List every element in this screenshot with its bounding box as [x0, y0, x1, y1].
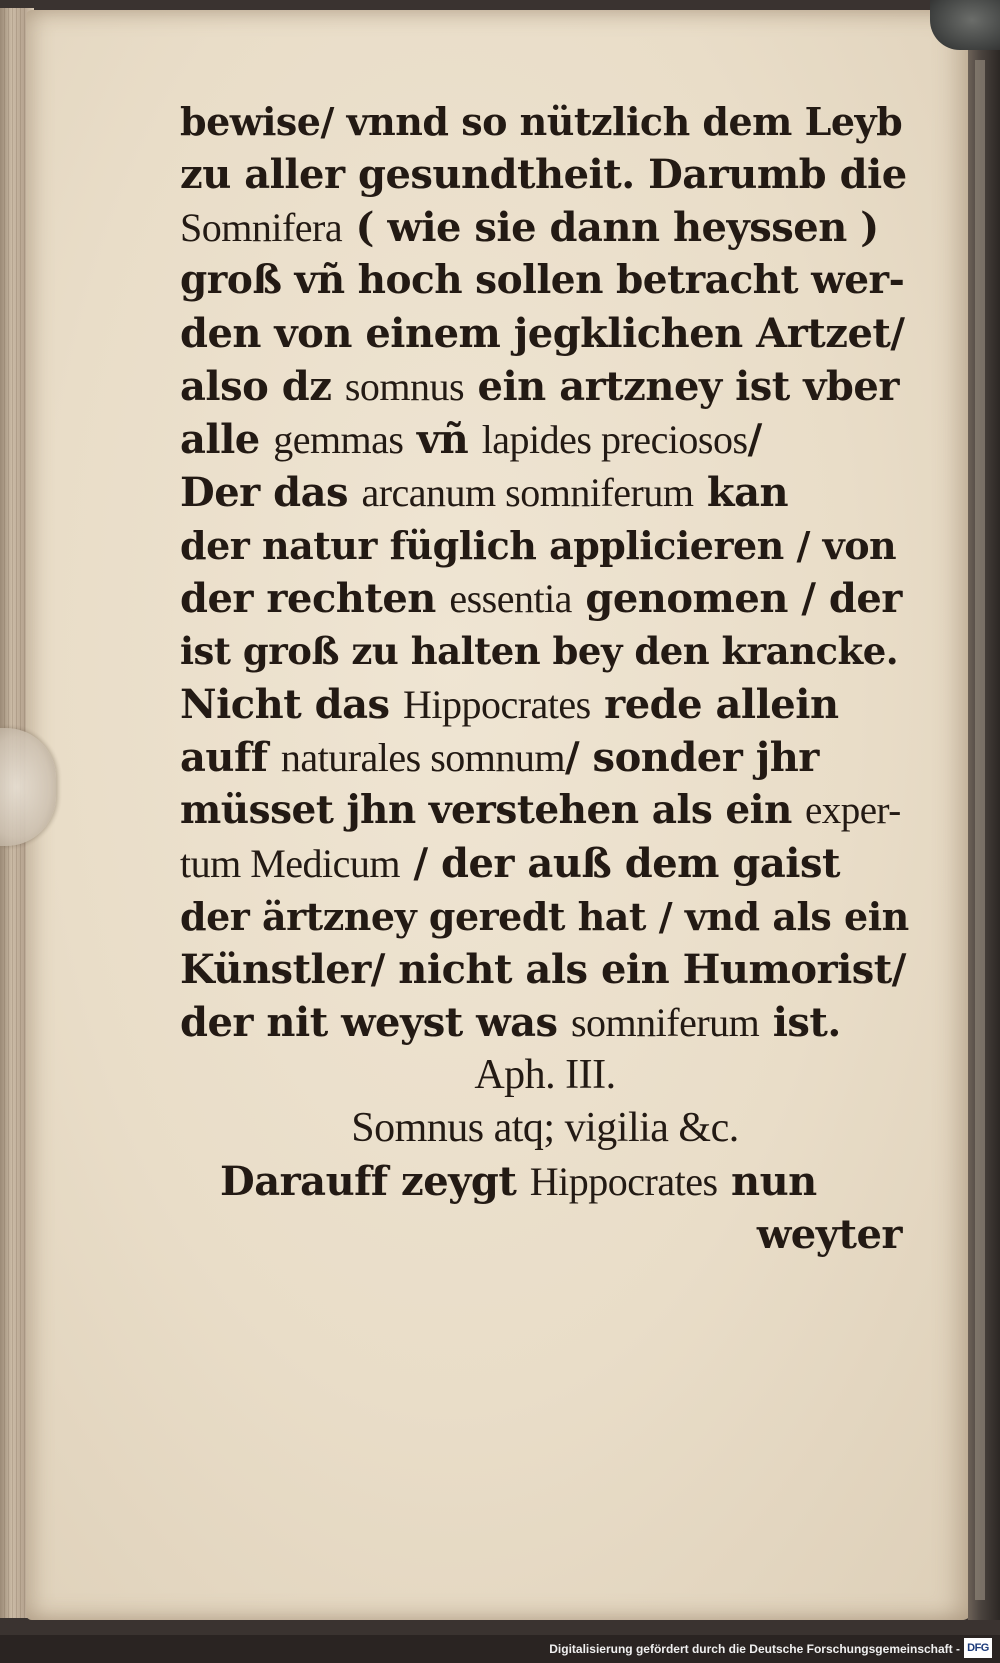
text-line	[180, 201, 910, 254]
latin-text: gemmas	[273, 417, 404, 462]
blackletter-text: kan	[693, 469, 789, 516]
text-line	[180, 466, 910, 519]
blackletter-text: /	[747, 416, 762, 463]
text-line	[180, 1102, 910, 1155]
text-line	[180, 1208, 910, 1261]
text-line	[180, 148, 910, 201]
blackletter-text: Künstler/ nicht als ein Humorist/	[180, 946, 906, 993]
latin-text: essentia	[449, 576, 572, 621]
blackletter-text: Der das	[180, 469, 362, 516]
blackletter-text: der nit weyst was	[180, 999, 571, 1046]
blackletter-text: ist.	[759, 999, 841, 1046]
blackletter-text: groß vñ hoch sollen betracht wer-	[180, 257, 905, 303]
latin-text: somnus	[344, 364, 465, 409]
blackletter-text: also dz	[180, 363, 345, 410]
blackletter-text: genomen / der	[571, 575, 902, 622]
dfg-logo-icon: DFG	[964, 1638, 992, 1658]
blackletter-text: zu aller gesundtheit. Darumb die	[180, 151, 907, 198]
latin-text: somniferum	[570, 1000, 760, 1045]
latin-text: lapides preciosos	[481, 417, 748, 462]
latin-text: Hippocrates	[529, 1159, 718, 1204]
text-line	[180, 1049, 910, 1102]
text-line	[180, 254, 910, 307]
binding-clip	[930, 0, 1000, 50]
text-line	[180, 943, 910, 996]
blackletter-text: Darauff zeygt	[220, 1158, 530, 1205]
text-line	[180, 572, 910, 625]
text-line	[180, 784, 910, 837]
text-line	[180, 678, 910, 731]
latin-text: Aph. III.	[474, 1052, 616, 1098]
blackletter-text: den von einem jegklichen Artzet/	[180, 310, 905, 357]
blackletter-text: ein artzney ist vber	[464, 363, 899, 410]
text-line	[180, 307, 910, 360]
blackletter-text: vñ	[403, 416, 482, 463]
blackletter-text: müsset jhn verstehen als ein	[180, 787, 805, 833]
text-line	[180, 996, 910, 1049]
text-line	[180, 837, 910, 890]
text-line	[180, 1155, 910, 1208]
blackletter-text: alle	[180, 416, 274, 463]
latin-text: tum Medicum	[180, 841, 401, 886]
latin-text: exper-	[804, 789, 901, 832]
blackletter-text: / sonder jhr	[565, 734, 819, 781]
text-line	[180, 360, 910, 413]
blackletter-text: der natur füglich applicieren / von	[180, 523, 897, 568]
text-line	[180, 731, 910, 784]
blackletter-text: auff	[180, 734, 281, 781]
fore-edge-strip	[975, 60, 985, 1600]
blackletter-text: rede allein	[590, 681, 839, 728]
text-line	[180, 519, 910, 572]
footer-credit: Digitalisierung gefördert durch die Deutsche Forschungsgemeinschaft -	[549, 1642, 960, 1656]
text-line	[180, 625, 910, 678]
blackletter-text: der ärtzney geredt hat / vnd als ein	[180, 894, 909, 939]
blackletter-text: weyter	[756, 1211, 902, 1258]
footer-bar	[0, 1635, 1000, 1663]
page-text	[180, 95, 910, 1261]
text-line	[180, 95, 910, 148]
text-line	[180, 413, 910, 466]
latin-text: naturales somnum	[280, 735, 566, 780]
blackletter-text: nun	[717, 1158, 817, 1205]
blackletter-text: Nicht das	[180, 681, 403, 728]
blackletter-text: der rechten	[180, 575, 450, 622]
latin-text: Hippocrates	[402, 682, 591, 727]
blackletter-text: ist groß zu halten bey den krancke.	[180, 629, 899, 673]
blackletter-text: ( wie sie dann heyssen )	[342, 204, 879, 251]
blackletter-text: bewise/ vnnd so nützlich dem Leyb	[180, 99, 903, 144]
latin-text: Somnifera	[180, 205, 343, 250]
latin-text: arcanum somniferum	[361, 470, 694, 515]
text-line	[180, 890, 910, 943]
blackletter-text: / der auß dem gaist	[400, 840, 840, 887]
latin-text: Somnus atq; vigilia &c.	[351, 1105, 739, 1151]
